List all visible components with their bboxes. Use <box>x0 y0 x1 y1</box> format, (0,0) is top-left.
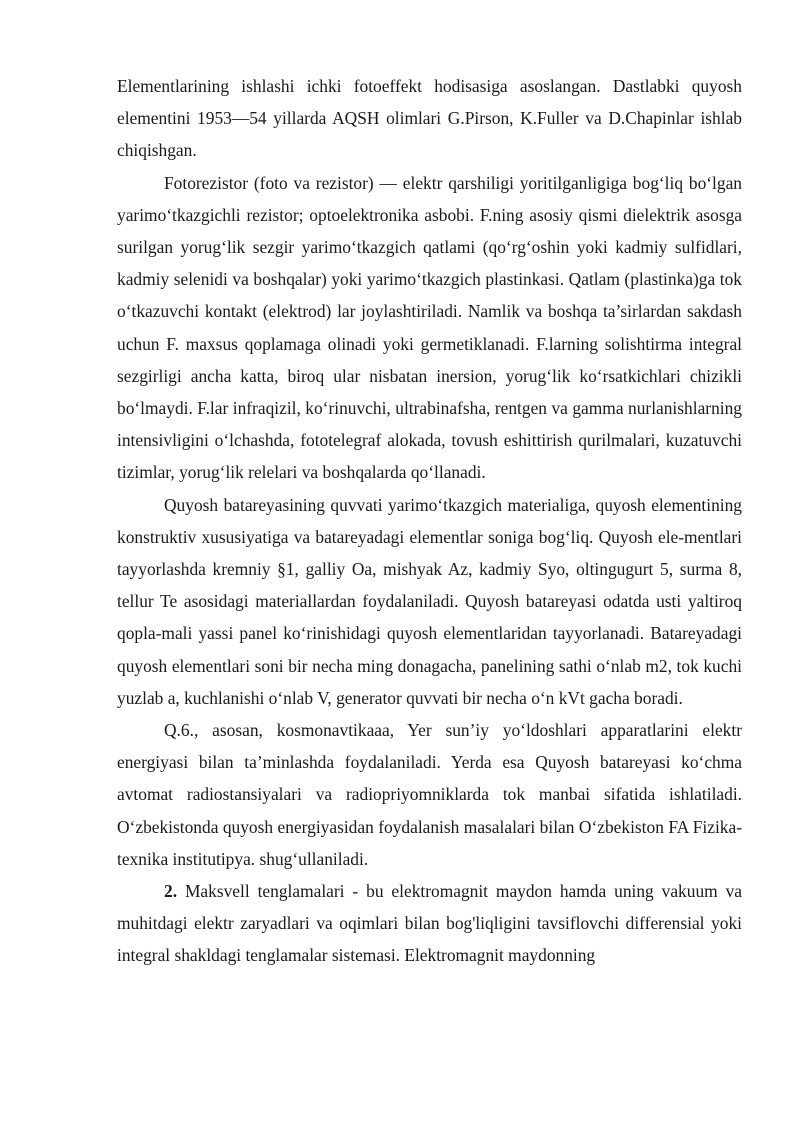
paragraph-text: Quyosh batareyasining quvvati yarimo‘tkazgich materialiga, quyosh elementining konstruktiv xususiyatiga va batareyadagi elementlar soniga bog‘liq. Quyosh ele-mentlari tayyorlashda kremniy §1, galliy Oa, mishyak Az, kadmiy Syo, oltingugurt 5, surma 8, tellur Te asosidagi materiallardan foydalaniladi. Quyosh batareyasi odatda usti yaltiroq qopla-mali yassi panel ko‘rinishidagi quyosh elementlaridan tayyorlanadi. Batareyadagi quyosh elementlari soni bir necha ming donagacha, panelining sathi o‘nlab m2, tok kuchi yuzlab a, kuchlanishi o‘nlab V, generator quvvati bir necha o‘n kVt gacha boradi. <box>117 494 742 708</box>
paragraph-text: Q.6., asosan, kosmonavtikaaa, Yer sun’iy yo‘ldoshlari apparatlarini elektr energiyasi bilan ta’minlashda foydalaniladi. Yerda esa Quyosh batareyasi ko‘chma avtomat radiostansiyalari va radiopriyomniklarda tok manbai sifatida ishlatiladi. O‘zbekistonda quyosh energiyasidan foydalanish masalalari bilan O‘zbekiston FA Fizika-texnika institutipya. shug‘ullaniladi. <box>117 720 742 869</box>
paragraph-text: Elementlarining ishlashi ichki fotoeffekt hodisasiga asoslangan. Dastlabki quyosh elementini 1953—54 yillarda AQSH olimlari G.Pirson, K.Fuller va D.Chapinlar ishlab chiqishgan. <box>117 76 742 161</box>
document-body <box>117 70 742 972</box>
paragraph-text: Maksvell tenglamalari - bu elektromagnit maydon hamda uning vakuum va muhitdagi elektr zaryadlari va oqimlari bilan bog'liqligini tavsiflovchi differensial yoki integral shakldagi tenglamalar sistemasi. Elektromagnit maydonning <box>117 881 742 966</box>
paragraph-solar-battery-power <box>117 489 742 714</box>
paragraph-solar-elements <box>117 70 742 167</box>
paragraph-text: Fotorezistor (foto va rezistor) — elektr qarshiligi yoritilganligiga bog‘liq bo‘lgan yarimo‘tkazgichli rezistor; optoelektronika asbobi. F.ning asosiy qismi dielektrik asosga surilgan yorug‘lik sezgir yarimo‘tkazgich qatlami (qo‘rg‘oshin yoki kadmiy sulfidlari, kadmiy selenidi va boshqalar) yoki yarimo‘tkazgich plastinkasi. Qatlam (plastinka)ga tok o‘tkazuvchi kontakt (elektrod) lar joylashtiriladi. Namlik va boshqa ta’sirlardan sakdash uchun F. maxsus qoplamaga olinadi yoki germetiklanadi. F.larning solishtirma integral sezgirligi ancha katta, biroq ular nisbatan inersion, yorug‘lik ko‘rsatkichlari chizikli bo‘lmaydi. F.lar infraqizil, ko‘rinuvchi, ultrabinafsha, rentgen va gamma nurlanishlarning intensivligini o‘lchashda, fototelegraf alokada, tovush eshittirish qurilmalari, kuzatuvchi tizimlar, yorug‘lik relelari va boshqalarda qo‘llanadi. <box>117 172 742 483</box>
paragraph-solar-battery-usage <box>117 714 742 875</box>
paragraph-photoresistor <box>117 167 742 489</box>
section-number: 2. <box>164 881 178 902</box>
paragraph-maxwell-equations <box>117 875 742 972</box>
